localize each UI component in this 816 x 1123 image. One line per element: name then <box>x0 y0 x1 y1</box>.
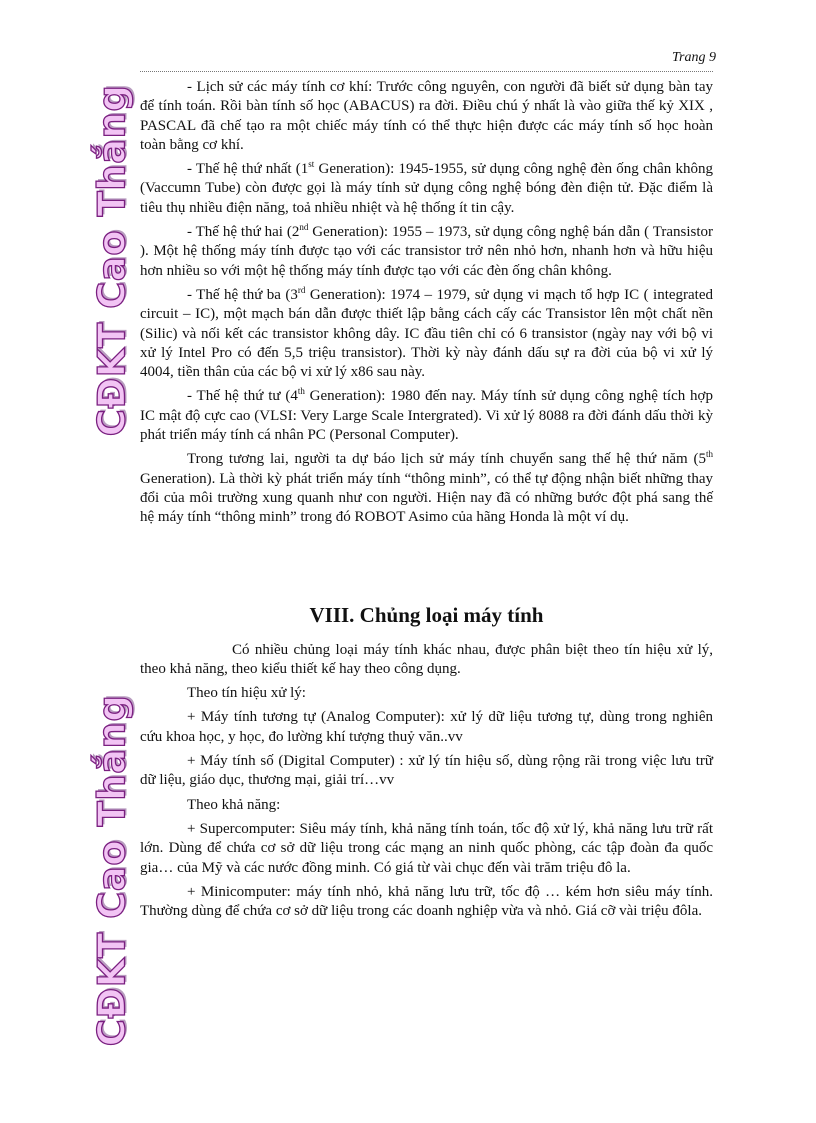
watermark-top <box>82 70 142 450</box>
subheading-by-capability: Theo khả năng: <box>187 796 281 813</box>
list-item-digital: + Máy tính số (Digital Computer) : xử lý tín hiệu số, dùng rộng rãi trong việc lưu trữ dữ liệu, giáo dục, thương mại, giải trí…vv <box>140 753 713 789</box>
header-divider <box>140 71 713 72</box>
paragraph-generation-2: - Thế hệ thứ hai (2nd Generation): 1955 – 1973, sử dụng công nghệ bán dẫn ( Transistor ). Một hệ thống máy tính được tạo với các transistor trở nên nhỏ hơn, nhanh hơn và hữu hiệu hơn nhiều so với một hệ thống máy tính được tạo với các đèn ống chân không. <box>140 222 713 279</box>
paragraph-generation-1: - Thế hệ thứ nhất (1st Generation): 1945-1955, sử dụng công nghệ đèn ống chân không (Vaccumn Tube) còn được gọi là máy tính sử dụng công nghệ bóng đèn điện tử. Đặc điểm là tiêu thụ nhiều điện năng, toả nhiều nhiệt và hệ thống ít tin cậy. <box>140 159 713 216</box>
watermark-text: CĐKT Cao Thắng <box>90 694 134 1046</box>
watermark-text: CĐKT Cao Thắng <box>90 84 134 436</box>
section-title: VIII. Chủng loại máy tính <box>309 602 544 627</box>
list-item-supercomputer: + Supercomputer: Siêu máy tính, khả năng tính toán, tốc độ xử lý, khả năng lưu trữ rất lớn. Dùng để chứa cơ sở dữ liệu trong các mạng an ninh quốc phòng, các tập đoàn đa quốc gia… của Mỹ và các nước đồng minh. Có giá từ vài chục đến vài trăm triệu đô la. <box>140 820 713 876</box>
watermark-bottom <box>82 670 142 1070</box>
list-item-minicomputer: + Minicomputer: máy tính nhỏ, khả năng lưu trữ, tốc độ … kém hơn siêu máy tính. Thường dùng để chứa cơ sở dữ liệu trong các doanh nghiệp vừa và nhỏ. Giá cỡ vài triệu đôla. <box>140 883 713 920</box>
list-item-analog: + Máy tính tương tự (Analog Computer): xử lý dữ liệu tương tự, dùng trong nghiên cứu khoa học, y học, đo lường khí tượng thuỷ văn..vv <box>140 709 713 745</box>
subheading-by-signal: Theo tín hiệu xử lý: <box>187 685 306 702</box>
paragraph-generation-3: - Thế hệ thứ ba (3rd Generation): 1974 – 1979, sử dụng vi mạch tổ hợp IC ( integrated circuit – IC), một mạch bán dẫn được thiết lập bằng cách cấy các Transistor lên một chất nền (Silic) và nối kết các transistor không dây. IC đầu tiên chỉ có 6 transistor (ngày nay với bộ vi xử lý Intel Pro có đến 5,5 triệu transistor). Thời kỳ này đánh dấu sự ra đời của bộ vi xử lý 4004, tiền thân của các bộ vi xử lý x86 sau này. <box>140 284 713 381</box>
document-body <box>140 78 713 926</box>
section-intro: Có nhiều chủng loại máy tính khác nhau, được phân biệt theo tín hiệu xử lý, theo khả năng, theo kiểu thiết kế hay theo công dụng. <box>140 641 713 677</box>
paragraph-generation-4: - Thế hệ thứ tư (4th Generation): 1980 đến nay. Máy tính sử dụng công nghệ tích hợp IC mật độ cực cao (VLSI: Very Large Scale Intergrated). Vi xử lý 8088 ra đời đánh dấu thời kỳ phát triển máy tính cá nhân PC (Personal Computer). <box>140 386 713 444</box>
paragraph-mechanical-history: - Lịch sử các máy tính cơ khí: Trước công nguyên, con người đã biết sử dụng bàn tay để tính toán. Rồi bàn tính số học (ABACUS) ra đời. Điều chú ý nhất là vào giữa thế kỷ XIX , PASCAL đã chế tạo ra một chiếc máy tính có thể thực hiện được các máy tính số học hoàn toàn bằng cơ khí. <box>140 79 713 153</box>
page-number: Trang 9 <box>672 50 716 65</box>
paragraph-generation-5: Trong tương lai, người ta dự báo lịch sử máy tính chuyển sang thế hệ thứ năm (5th Generation). Là thời kỳ phát triển máy tính “thông minh”, có thể tự động nhận biết những thay đổi của môi trường xung quanh như con người. Hiện nay đã có những bước đột phá sang thế hệ máy tính “thông minh” trong đó ROBOT Asimo của hãng Honda là một ví dụ. <box>140 449 713 526</box>
